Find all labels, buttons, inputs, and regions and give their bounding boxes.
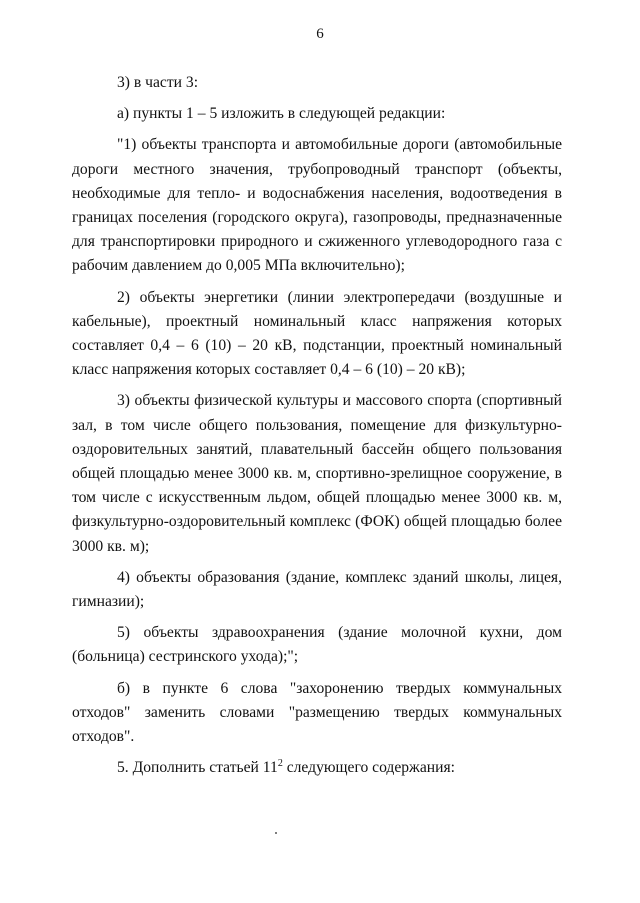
article-addition-text: 5. Дополнить статьей 11 — [117, 759, 278, 777]
page-number: 6 — [316, 26, 324, 42]
paragraph-subitem-a: а) пункты 1 – 5 изложить в следующей редакции: — [117, 105, 446, 123]
paragraph-article-addition — [72, 756, 562, 780]
article-number-superscript: 2 — [277, 758, 283, 770]
paragraph-subitem-b: б) в пункте 6 слова "захоронению твердых коммунальных отходов" заменить словами "размещению твердых коммунальных отходов". — [72, 679, 562, 746]
document-body — [72, 71, 562, 780]
paragraph-item-1-transport: "1) объекты транспорта и автомобильные дороги (автомобильные дороги местного значения, трубопроводный транспорт (объекты, необходимые для тепло- и водоснабжения населения, водоотведения в границах поселения (городского округа), газопроводы, предназначенные для транспортировки природного и сжиженного углеводородного газа с рабочим давлением до 0,005 МПа включительно); — [72, 136, 562, 275]
paragraph-item-3-sport: 3) объекты физической культуры и массового спорта (спортивный зал, в том числе общего пользования, помещение для физкультурно-оздоровительных занятий, плавательный бассейн общего пользования общей площадью менее 3000 кв. м, спортивно-зрелищное сооружение, в том числе с искусственным льдом, общей площадью менее 3000 кв. м, физкультурно-оздоровительный комплекс (ФОК) общей площадью более 3000 кв. м); — [72, 392, 562, 555]
paragraph-item-4-education: 4) объекты образования (здание, комплекс зданий школы, лицея, гимназии); — [72, 568, 562, 611]
scan-speck — [275, 832, 277, 834]
paragraph-part-3: 3) в части 3: — [117, 74, 199, 91]
article-addition-text-end: следующего содержания: — [282, 759, 455, 777]
paragraph-item-2-energy: 2) объекты энергетики (линии электропередачи (воздушные и кабельные), проектный номинальный класс напряжения которых составляет 0,4 – 6 (10) – 20 кВ, подстанции, проектный номинальный класс напряжения которых составляет 0,4 – 6 (10) – 20 кВ); — [72, 288, 562, 379]
paragraph-item-5-health: 5) объекты здравоохранения (здание молочной кухни, дом (больница) сестринского ухода);"; — [72, 624, 562, 666]
